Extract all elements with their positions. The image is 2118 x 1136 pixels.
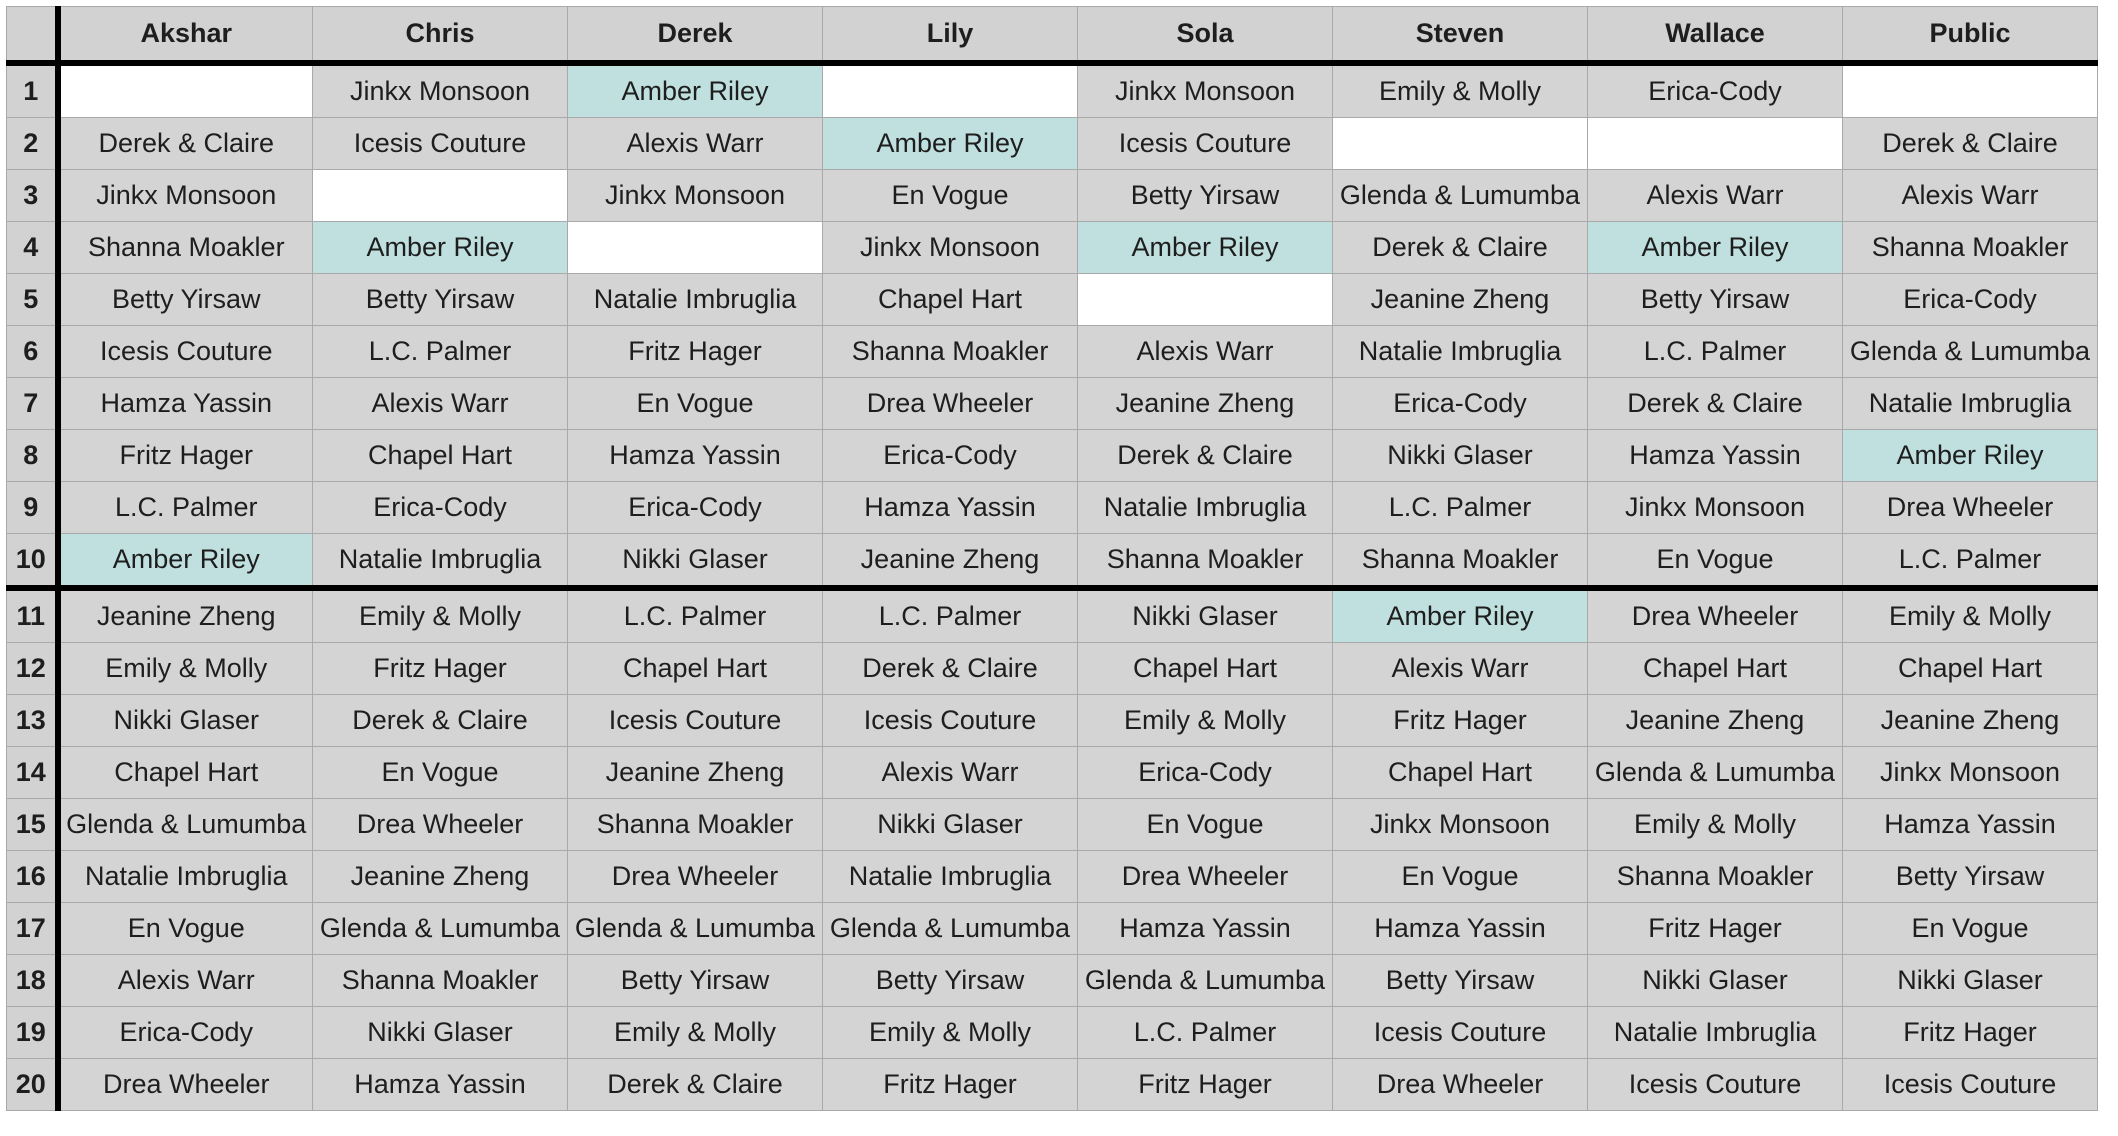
table-cell[interactable]: Chapel Hart [58, 747, 313, 799]
table-row [7, 851, 2098, 903]
table-cell[interactable]: Jinkx Monsoon [58, 170, 313, 222]
table-cell[interactable]: Shanna Moakler [58, 222, 313, 274]
table-cell[interactable]: Emily & Molly [568, 1007, 823, 1059]
table-cell[interactable]: Alexis Warr [1078, 326, 1333, 378]
table-cell[interactable]: Jeanine Zheng [823, 534, 1078, 589]
table-cell[interactable]: En Vogue [1333, 851, 1588, 903]
table-cell[interactable]: Nikki Glaser [1333, 430, 1588, 482]
table-cell[interactable]: Erica-Cody [823, 430, 1078, 482]
table-cell[interactable]: Chapel Hart [823, 274, 1078, 326]
table-cell[interactable]: Nikki Glaser [58, 695, 313, 747]
table-cell[interactable]: Icesis Couture [1588, 1059, 1843, 1111]
table-cell[interactable]: Drea Wheeler [1588, 588, 1843, 643]
row-number[interactable]: 4 [7, 222, 58, 274]
table-cell[interactable]: Jinkx Monsoon [823, 222, 1078, 274]
table-cell[interactable]: Fritz Hager [568, 326, 823, 378]
table-cell[interactable]: Derek & Claire [1333, 222, 1588, 274]
table-row [7, 747, 2098, 799]
table-cell[interactable]: Hamza Yassin [1588, 430, 1843, 482]
row-number[interactable]: 2 [7, 118, 58, 170]
table-row [7, 1007, 2098, 1059]
table-cell[interactable]: Betty Yirsaw [1588, 274, 1843, 326]
table-cell[interactable]: Jinkx Monsoon [1333, 799, 1588, 851]
table-cell[interactable]: Hamza Yassin [823, 482, 1078, 534]
table-row [7, 430, 2098, 482]
table-cell[interactable]: Jinkx Monsoon [568, 170, 823, 222]
row-number[interactable]: 20 [7, 1059, 58, 1111]
column-header-chris[interactable]: Chris [313, 7, 568, 64]
row-number[interactable]: 16 [7, 851, 58, 903]
table-cell[interactable]: Nikki Glaser [568, 534, 823, 589]
table-cell[interactable] [823, 63, 1078, 118]
table-cell[interactable]: Glenda & Lumumba [1333, 170, 1588, 222]
table-cell[interactable]: En Vogue [568, 378, 823, 430]
table-cell[interactable]: Icesis Couture [568, 695, 823, 747]
table-cell[interactable]: Derek & Claire [1078, 430, 1333, 482]
table-row [7, 588, 2098, 643]
table-cell[interactable] [58, 63, 313, 118]
table-cell[interactable]: Jeanine Zheng [1843, 695, 2098, 747]
table-cell[interactable]: Jinkx Monsoon [313, 63, 568, 118]
table-row [7, 274, 2098, 326]
table-cell[interactable]: Icesis Couture [1078, 118, 1333, 170]
table-cell[interactable]: Natalie Imbruglia [58, 851, 313, 903]
table-cell[interactable]: Emily & Molly [58, 643, 313, 695]
table-cell[interactable] [1333, 118, 1588, 170]
table-cell[interactable]: Natalie Imbruglia [1588, 1007, 1843, 1059]
table-cell[interactable] [568, 222, 823, 274]
table-cell[interactable]: Hamza Yassin [568, 430, 823, 482]
table-cell[interactable]: Icesis Couture [823, 695, 1078, 747]
table-cell[interactable]: L.C. Palmer [1078, 1007, 1333, 1059]
table-cell[interactable]: Drea Wheeler [1333, 1059, 1588, 1111]
table-cell[interactable]: Derek & Claire [313, 695, 568, 747]
table-cell[interactable]: Glenda & Lumumba [823, 903, 1078, 955]
table-cell[interactable]: Fritz Hager [823, 1059, 1078, 1111]
table-cell[interactable]: Shanna Moakler [568, 799, 823, 851]
table-cell[interactable]: Betty Yirsaw [313, 274, 568, 326]
table-cell[interactable] [1843, 63, 2098, 118]
table-cell[interactable]: En Vogue [823, 170, 1078, 222]
table-cell[interactable]: Amber Riley [1843, 430, 2098, 482]
table-cell[interactable]: Nikki Glaser [823, 799, 1078, 851]
table-cell[interactable]: Drea Wheeler [568, 851, 823, 903]
table-cell[interactable]: Fritz Hager [313, 643, 568, 695]
table-cell[interactable]: L.C. Palmer [1843, 534, 2098, 589]
row-number[interactable]: 15 [7, 799, 58, 851]
table-cell[interactable]: Jeanine Zheng [568, 747, 823, 799]
table-row [7, 695, 2098, 747]
table-cell[interactable]: Erica-Cody [313, 482, 568, 534]
table-cell[interactable]: Alexis Warr [313, 378, 568, 430]
table-cell[interactable]: Emily & Molly [1078, 695, 1333, 747]
table-cell[interactable]: Derek & Claire [1588, 378, 1843, 430]
table-cell[interactable]: Drea Wheeler [823, 378, 1078, 430]
row-number[interactable]: 12 [7, 643, 58, 695]
table-cell[interactable]: En Vogue [1078, 799, 1333, 851]
row-number[interactable]: 7 [7, 378, 58, 430]
table-cell[interactable]: Chapel Hart [1333, 747, 1588, 799]
table-cell[interactable] [313, 170, 568, 222]
table-cell[interactable]: Natalie Imbruglia [1333, 326, 1588, 378]
table-cell[interactable]: Jinkx Monsoon [1588, 482, 1843, 534]
table-cell[interactable]: Nikki Glaser [313, 1007, 568, 1059]
table-cell[interactable]: L.C. Palmer [1333, 482, 1588, 534]
row-number[interactable]: 14 [7, 747, 58, 799]
table-cell[interactable]: L.C. Palmer [313, 326, 568, 378]
table-cell[interactable]: Chapel Hart [568, 643, 823, 695]
table-cell[interactable]: Hamza Yassin [1333, 903, 1588, 955]
table-cell[interactable]: Erica-Cody [1333, 378, 1588, 430]
table-cell[interactable]: Betty Yirsaw [1078, 170, 1333, 222]
table-cell[interactable]: Alexis Warr [568, 118, 823, 170]
table-cell[interactable]: Jeanine Zheng [1588, 695, 1843, 747]
table-cell[interactable] [1078, 274, 1333, 326]
table-cell[interactable]: Erica-Cody [1588, 63, 1843, 118]
table-cell[interactable]: Emily & Molly [1843, 588, 2098, 643]
table-row [7, 378, 2098, 430]
table-cell[interactable]: Derek & Claire [58, 118, 313, 170]
table-row [7, 903, 2098, 955]
table-cell[interactable]: Derek & Claire [1843, 118, 2098, 170]
table-cell[interactable]: Amber Riley [58, 534, 313, 589]
table-cell[interactable]: Betty Yirsaw [823, 955, 1078, 1007]
row-number[interactable]: 17 [7, 903, 58, 955]
table-cell[interactable]: Natalie Imbruglia [1078, 482, 1333, 534]
column-header-public[interactable]: Public [1843, 7, 2098, 64]
table-row [7, 482, 2098, 534]
table-cell[interactable]: Alexis Warr [823, 747, 1078, 799]
table-cell[interactable]: Erica-Cody [1078, 747, 1333, 799]
table-cell[interactable]: Betty Yirsaw [568, 955, 823, 1007]
table-row [7, 63, 2098, 118]
corner-cell[interactable] [7, 7, 58, 64]
table-cell[interactable]: Natalie Imbruglia [1843, 378, 2098, 430]
row-number[interactable]: 13 [7, 695, 58, 747]
table-cell[interactable]: Drea Wheeler [58, 1059, 313, 1111]
table-cell[interactable]: Amber Riley [568, 63, 823, 118]
table-cell[interactable]: Amber Riley [313, 222, 568, 274]
table-cell[interactable]: Derek & Claire [823, 643, 1078, 695]
table-cell[interactable]: Betty Yirsaw [1843, 851, 2098, 903]
table-cell[interactable]: Amber Riley [1078, 222, 1333, 274]
column-header-lily[interactable]: Lily [823, 7, 1078, 64]
table-row [7, 118, 2098, 170]
table-cell[interactable]: L.C. Palmer [58, 482, 313, 534]
table-cell[interactable]: Jeanine Zheng [1078, 378, 1333, 430]
table-cell[interactable]: Amber Riley [1588, 222, 1843, 274]
row-number[interactable]: 10 [7, 534, 58, 589]
table-row [7, 799, 2098, 851]
table-cell[interactable]: Glenda & Lumumba [1843, 326, 2098, 378]
row-number[interactable]: 3 [7, 170, 58, 222]
table-row [7, 222, 2098, 274]
table-cell[interactable]: Jeanine Zheng [58, 588, 313, 643]
table-cell[interactable]: Alexis Warr [1333, 643, 1588, 695]
table-row [7, 955, 2098, 1007]
column-header-derek[interactable]: Derek [568, 7, 823, 64]
table-cell[interactable]: Emily & Molly [1588, 799, 1843, 851]
row-number[interactable]: 1 [7, 63, 58, 118]
table-cell[interactable]: Hamza Yassin [1843, 799, 2098, 851]
table-cell[interactable]: Fritz Hager [1078, 1059, 1333, 1111]
table-cell[interactable]: Nikki Glaser [1843, 955, 2098, 1007]
column-header-wallace[interactable]: Wallace [1588, 7, 1843, 64]
table-cell[interactable]: Glenda & Lumumba [568, 903, 823, 955]
table-cell[interactable]: Shanna Moakler [313, 955, 568, 1007]
table-cell[interactable]: En Vogue [58, 903, 313, 955]
table-cell[interactable]: Drea Wheeler [1843, 482, 2098, 534]
row-number[interactable]: 18 [7, 955, 58, 1007]
table-cell[interactable]: Hamza Yassin [1078, 903, 1333, 955]
table-cell[interactable]: L.C. Palmer [823, 588, 1078, 643]
column-header-akshar[interactable]: Akshar [58, 7, 313, 64]
table-cell[interactable]: Alexis Warr [1843, 170, 2098, 222]
table-cell[interactable]: Hamza Yassin [313, 1059, 568, 1111]
table-cell[interactable]: Jeanine Zheng [1333, 274, 1588, 326]
header-row [7, 7, 2098, 64]
row-number[interactable]: 5 [7, 274, 58, 326]
table-cell[interactable]: L.C. Palmer [1588, 326, 1843, 378]
table-cell[interactable]: Nikki Glaser [1078, 588, 1333, 643]
table-cell[interactable]: Emily & Molly [1333, 63, 1588, 118]
table-cell[interactable]: En Vogue [1588, 534, 1843, 589]
table-cell[interactable]: Erica-Cody [568, 482, 823, 534]
table-cell[interactable]: Emily & Molly [313, 588, 568, 643]
column-header-steven[interactable]: Steven [1333, 7, 1588, 64]
row-number[interactable]: 19 [7, 1007, 58, 1059]
table-cell[interactable]: Fritz Hager [1588, 903, 1843, 955]
table-cell[interactable]: Chapel Hart [1588, 643, 1843, 695]
row-number[interactable]: 9 [7, 482, 58, 534]
row-number[interactable]: 8 [7, 430, 58, 482]
table-cell[interactable]: Erica-Cody [58, 1007, 313, 1059]
table-cell[interactable]: Nikki Glaser [1588, 955, 1843, 1007]
table-cell[interactable]: L.C. Palmer [568, 588, 823, 643]
table-cell[interactable]: Betty Yirsaw [1333, 955, 1588, 1007]
table-row [7, 534, 2098, 589]
rankings-table [6, 6, 2098, 1111]
table-cell[interactable]: Icesis Couture [1843, 1059, 2098, 1111]
table-cell[interactable]: Jinkx Monsoon [1843, 747, 2098, 799]
table-cell[interactable]: Glenda & Lumumba [58, 799, 313, 851]
table-cell[interactable]: Jeanine Zheng [313, 851, 568, 903]
table-cell[interactable]: Shanna Moakler [823, 326, 1078, 378]
table-cell[interactable]: Shanna Moakler [1843, 222, 2098, 274]
table-cell[interactable]: Chapel Hart [313, 430, 568, 482]
table-cell[interactable]: Natalie Imbruglia [568, 274, 823, 326]
table-cell[interactable]: Fritz Hager [1333, 695, 1588, 747]
table-cell[interactable]: Natalie Imbruglia [823, 851, 1078, 903]
table-cell[interactable]: Hamza Yassin [58, 378, 313, 430]
table-cell[interactable]: Shanna Moakler [1333, 534, 1588, 589]
table-cell[interactable]: Betty Yirsaw [58, 274, 313, 326]
row-number[interactable]: 11 [7, 588, 58, 643]
table-cell[interactable]: Amber Riley [1333, 588, 1588, 643]
table-cell[interactable]: Icesis Couture [58, 326, 313, 378]
table-row [7, 643, 2098, 695]
table-cell[interactable] [1588, 118, 1843, 170]
table-cell[interactable]: Amber Riley [823, 118, 1078, 170]
table-cell[interactable]: Fritz Hager [58, 430, 313, 482]
row-number[interactable]: 6 [7, 326, 58, 378]
table-cell[interactable]: Icesis Couture [313, 118, 568, 170]
table-cell[interactable]: Shanna Moakler [1588, 851, 1843, 903]
table-cell[interactable]: Shanna Moakler [1078, 534, 1333, 589]
table-cell[interactable]: Natalie Imbruglia [313, 534, 568, 589]
table-row [7, 326, 2098, 378]
table-cell[interactable]: Drea Wheeler [1078, 851, 1333, 903]
column-header-sola[interactable]: Sola [1078, 7, 1333, 64]
table-cell[interactable]: Jinkx Monsoon [1078, 63, 1333, 118]
table-row [7, 1059, 2098, 1111]
table-cell[interactable]: Chapel Hart [1843, 643, 2098, 695]
table-cell[interactable]: En Vogue [1843, 903, 2098, 955]
table-cell[interactable]: Icesis Couture [1333, 1007, 1588, 1059]
table-cell[interactable]: Chapel Hart [1078, 643, 1333, 695]
table-cell[interactable]: Erica-Cody [1843, 274, 2098, 326]
table-cell[interactable]: Drea Wheeler [313, 799, 568, 851]
table-cell[interactable]: Glenda & Lumumba [1078, 955, 1333, 1007]
table-cell[interactable]: Alexis Warr [1588, 170, 1843, 222]
table-cell[interactable]: Glenda & Lumumba [313, 903, 568, 955]
table-cell[interactable]: Emily & Molly [823, 1007, 1078, 1059]
table-row [7, 170, 2098, 222]
table-cell[interactable]: Derek & Claire [568, 1059, 823, 1111]
table-cell[interactable]: En Vogue [313, 747, 568, 799]
table-cell[interactable]: Glenda & Lumumba [1588, 747, 1843, 799]
table-cell[interactable]: Alexis Warr [58, 955, 313, 1007]
table-cell[interactable]: Fritz Hager [1843, 1007, 2098, 1059]
